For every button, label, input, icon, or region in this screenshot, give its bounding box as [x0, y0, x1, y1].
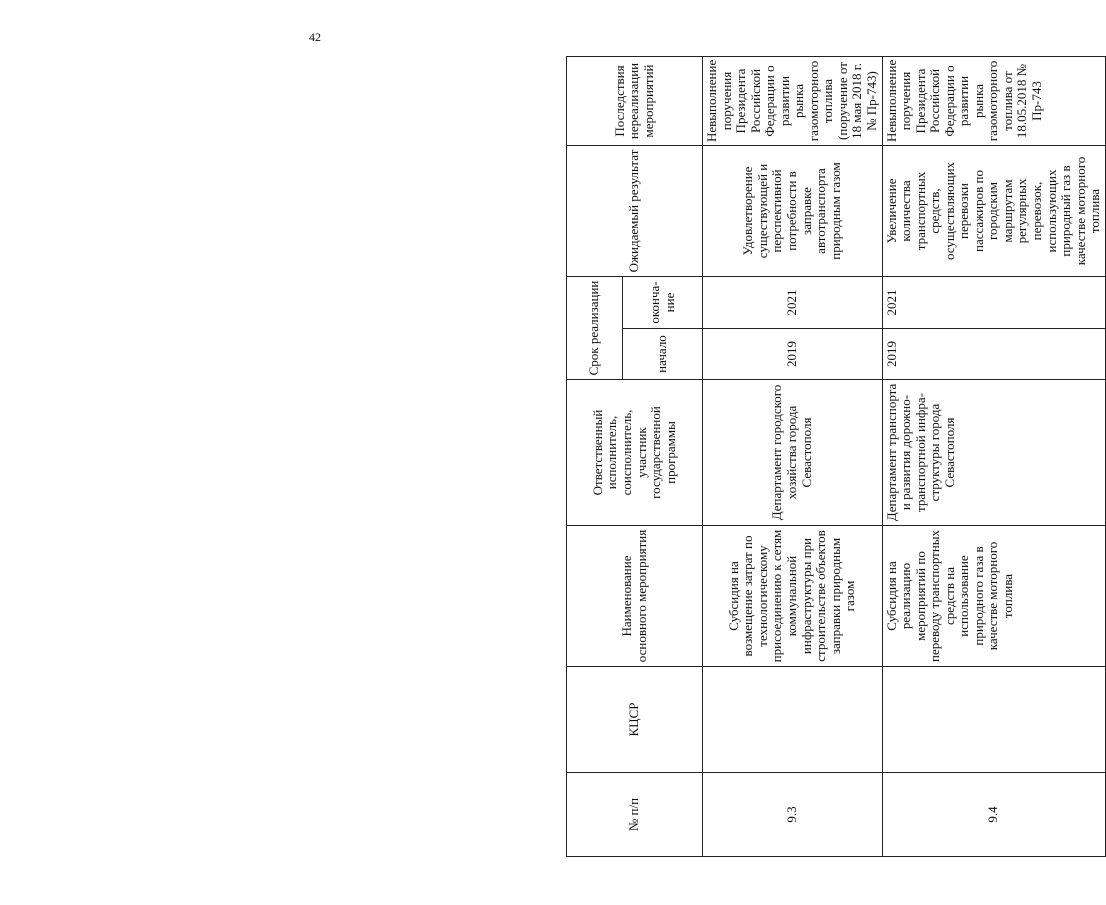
header-consequence: Последствия нереализации мероприятий	[567, 57, 703, 146]
row-responsible: Департамент городского хозяйства города Севастополя	[703, 380, 883, 526]
header-end: оконча-ние	[623, 277, 703, 329]
row-num: 9.3	[703, 773, 883, 857]
header-responsible: Ответственный исполнитель, соисполнитель, участник государственной программы	[567, 380, 703, 526]
row-kcsr	[703, 667, 883, 773]
measures-table	[566, 56, 1106, 857]
row-num: 9.4	[882, 773, 1105, 857]
table-row	[882, 57, 1105, 857]
row-start: 2019	[882, 329, 1105, 380]
header-period: Срок реализации	[567, 277, 623, 380]
row-responsible: Департамент транспорта и развития дорожно-транспортной инфра-структуры города Севастополя	[882, 380, 1105, 526]
row-name: Субсидия на реализацию мероприятий по переводу транспортных средств на использование природного газа в качестве моторного топлива	[882, 526, 1105, 667]
row-end: 2021	[703, 277, 883, 329]
header-start: начало	[623, 329, 703, 380]
table-row	[703, 57, 883, 857]
header-name: Наименование основного мероприятия	[567, 526, 703, 667]
row-start: 2019	[703, 329, 883, 380]
header-num: № п/п	[567, 773, 703, 857]
row-result: Увеличение количества транспортных средств, осуществляющих перевозки пассажиров по городским маршрутам регулярных перевозок, использующих природный газ в качестве моторного топлива	[882, 146, 1105, 277]
row-end: 2021	[882, 277, 1105, 329]
row-name: Субсидия на возмещение затрат по технологическому присоединению к сетям коммунальной инфраструктуры при строительстве объектов заправки природным газом	[703, 526, 883, 667]
row-consequence: Невыполнение поручения Президента Российской Федерации о развитии рынка газомоторного топлива от 18.05.2018 № Пр-743	[882, 57, 1105, 146]
header-result: Ожидаемый результат	[567, 146, 703, 277]
header-row	[567, 57, 623, 857]
page-number: 42	[309, 30, 321, 44]
row-result: Удовлетворение существующей и перспективной потребности в заправке автотранспорта природным газом	[703, 146, 883, 277]
row-consequence: Невыполнение поручения Президента Российской Федерации о развитии рынка газомоторного топлива (поручение от 18 мая 2018 г. № Пр-743)	[703, 57, 883, 146]
rotated-table-container	[566, 57, 1103, 857]
row-kcsr	[882, 667, 1105, 773]
header-kcsr: КЦСР	[567, 667, 703, 773]
